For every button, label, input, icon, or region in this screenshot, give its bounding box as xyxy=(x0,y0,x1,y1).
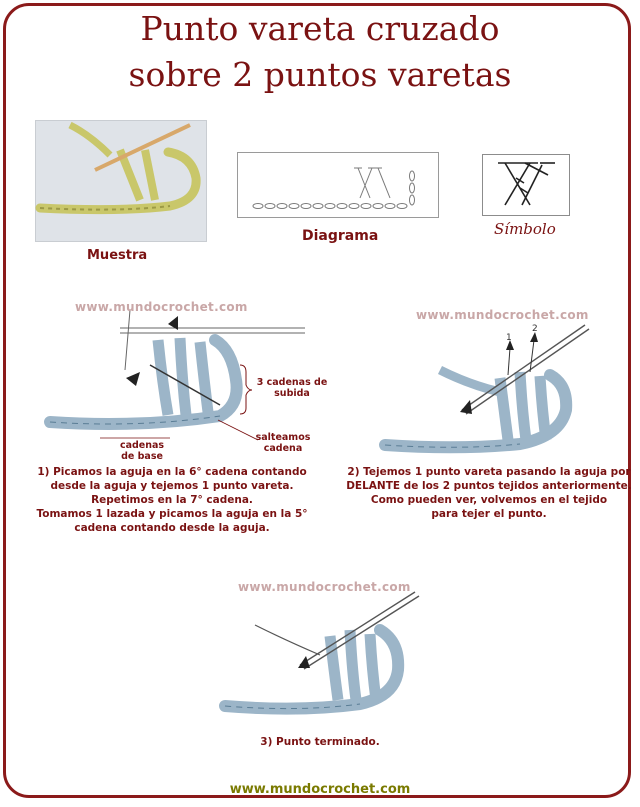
step-3-text: 3) Punto terminado. xyxy=(260,736,380,748)
arrow-label-2: 2 xyxy=(532,324,538,334)
label-cadenas-base: cadenas de base xyxy=(119,440,165,462)
page-title-line-1: Punto vareta cruzado xyxy=(140,9,500,48)
watermark-step-1: www.mundocrochet.com xyxy=(75,300,248,314)
watermark-step-2: www.mundocrochet.com xyxy=(416,308,589,322)
step-2-text: 2) Tejemos 1 punto vareta pasando la aguja por DELANTE de los 2 puntos tejidos anteriormente. Como pueden ver, volvemos en el tejido para tejer el punto. xyxy=(346,466,632,520)
step-1-text: 1) Picamos la aguja en la 6° cadena contando desde la aguja y tejemos 1 punto vareta. Repetimos en la 7° cadena. Tomamos 1 lazada y picamos la aguja en la 5° cadena contando desde la aguja. xyxy=(36,466,308,534)
caption-simbolo: Símbolo xyxy=(494,220,556,238)
symbol-glyph xyxy=(498,163,555,205)
step-3-illustration xyxy=(225,592,419,709)
caption-diagrama: Diagrama xyxy=(302,228,379,244)
caption-muestra: Muestra xyxy=(87,248,148,263)
label-cadenas-subida: 3 cadenas de subida xyxy=(256,377,328,399)
diagram-chain xyxy=(253,168,415,209)
watermark-step-3: www.mundocrochet.com xyxy=(238,580,411,594)
step-2-illustration xyxy=(385,324,589,447)
page-title-line-2: sobre 2 puntos varetas xyxy=(128,55,512,94)
label-salteamos-cadena: salteamos cadena xyxy=(255,432,311,454)
step-1-illustration xyxy=(50,310,305,440)
arrow-label-1: 1 xyxy=(506,333,512,343)
footer-website-link[interactable]: www.mundocrochet.com xyxy=(229,782,411,797)
sample-yarn-illustration xyxy=(40,125,196,210)
